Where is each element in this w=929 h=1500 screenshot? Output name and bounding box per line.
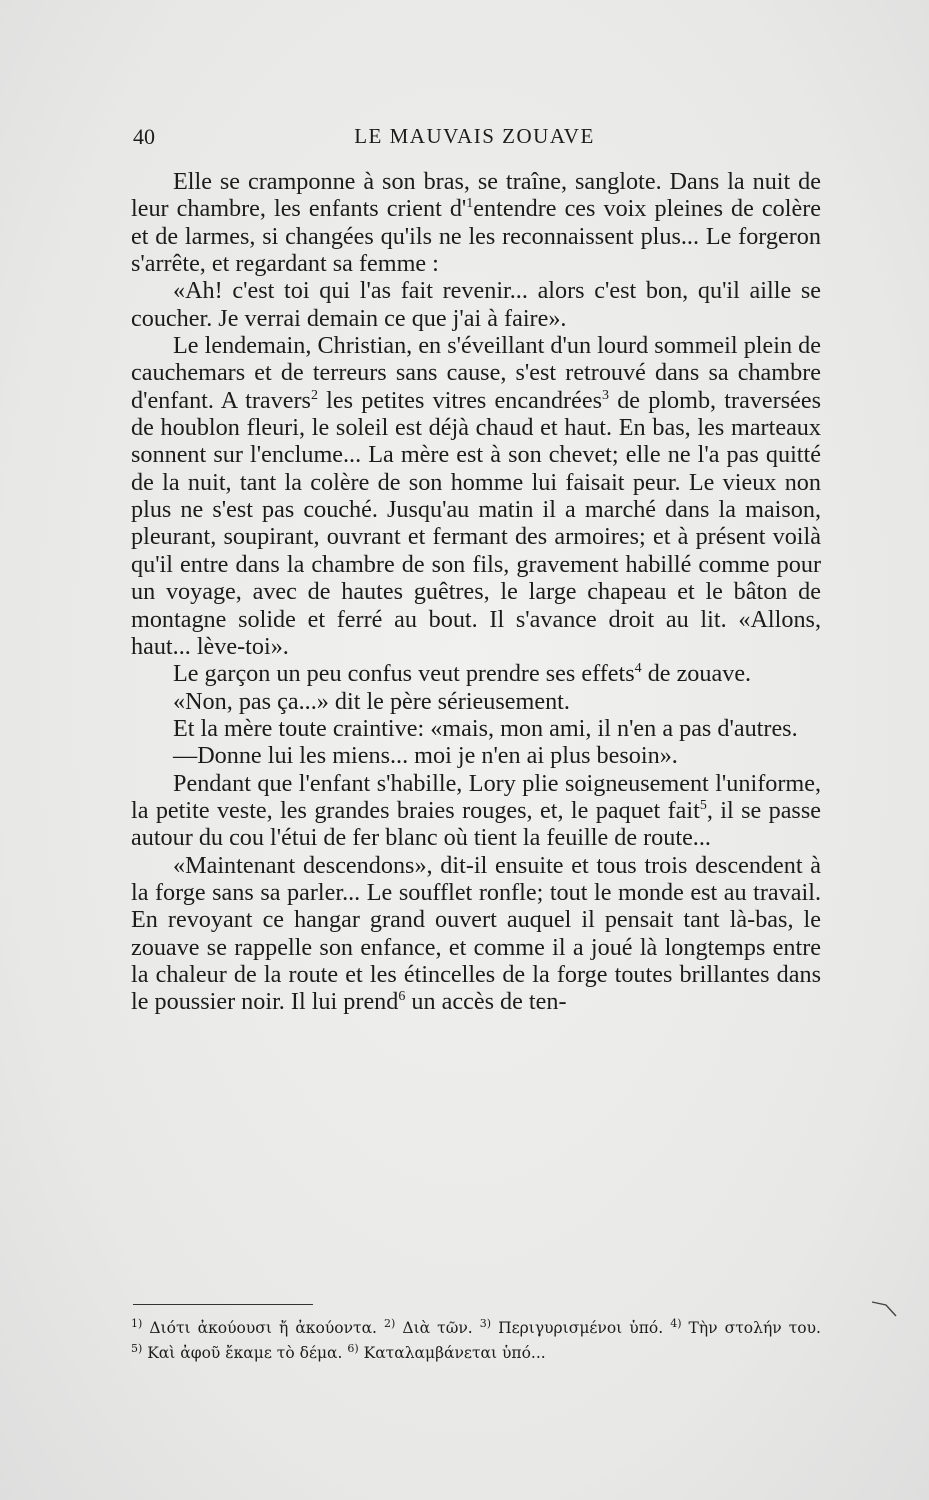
- footnote-mark: 3): [479, 1317, 492, 1330]
- paragraph-text: Pendant que l'enfant s'habille, Lory plie soigneusement l'uniforme, la petite veste, les grandes braies rouges, et, le paquet fait: [131, 769, 821, 824]
- paragraph-text: de plomb, traversées de houblon fleuri, le soleil est déjà chaud et haut. En bas, les marteaux sonnent sur l'enclume... La mère est à son chevet; elle ne l'a pas quitté de la nuit, tant la colère de son homme lui faisait peur. Le vieux non plus ne s'est pas couché. Jusqu'au matin il a marché dans la maison, pleurant, soupirant, ouvrant et fermant des armoires; et à présent voilà qu'il entre dans la chambre de son fils, gravement habillé comme pour un voyage, avec de hautes guêtres, le large chapeau et le bâton de montagne solide et ferré au bout. Il s'avance droit au lit. «Allons, haut... lève-toi».: [131, 386, 821, 660]
- paragraph-text: les petites vitres encandrées: [317, 386, 602, 414]
- footnote-mark: 5): [131, 1342, 143, 1355]
- footnote: [480, 1319, 663, 1337]
- paragraph-text: —Donne lui les miens... moi je n'en ai plus besoin».: [173, 742, 678, 770]
- footnote-mark: 4): [670, 1317, 682, 1330]
- paragraph: [131, 852, 821, 1016]
- paragraph-text: «Maintenant descendons», dit-il ensuite et tous trois descendent à la forge sans sa parler... Le soufflet ronfle; tout le monde est au travail. En revoyant ce hangar grand ouvert auquel il pensait tant là-bas, le zouave se rappelle son enfance, et comme il a joué là longtemps entre la chaleur de la route et les étincelles de la forge toutes brillantes dans le poussier noir. Il lui prend: [131, 851, 821, 1016]
- paragraph-text: entendre ces voix pleines de colère et de larmes, si changées qu'ils ne les reconnaissent plus... Le forgeron s'arrête, et regardant sa femme :: [131, 195, 821, 278]
- footnote-reference: 5: [699, 797, 707, 813]
- paragraph-text: «Non, pas ça...» dit le père sérieusement.: [173, 687, 570, 715]
- footnote-text: Περιγυρισμένοι ὑπό.: [491, 1319, 664, 1337]
- footnote-reference: 3: [601, 387, 609, 403]
- paragraph: [131, 332, 821, 660]
- paragraph-text: de zouave.: [641, 660, 752, 688]
- footnote-text: Διὰ τῶν.: [395, 1319, 473, 1337]
- margin-mark-icon: [870, 1296, 900, 1326]
- footnote-reference: 2: [310, 387, 318, 403]
- footnote: [131, 1344, 342, 1362]
- footnote-reference: 1: [466, 196, 474, 212]
- paragraph: [131, 688, 821, 715]
- footnote-mark: 2): [384, 1317, 396, 1330]
- paragraph: [131, 277, 821, 332]
- paragraph-text: un accès de ten-: [405, 988, 567, 1016]
- footnote: [347, 1344, 545, 1362]
- footnote-text: Τὴν στολήν του.: [681, 1319, 821, 1337]
- footnote-separator: [133, 1304, 313, 1305]
- running-title: LE MAUVAIS ZOUAVE: [354, 124, 595, 148]
- footnote-reference: 4: [634, 661, 642, 677]
- paragraph: [131, 742, 821, 769]
- paragraph-text: , il se passe autour du cou l'étui de fer blanc où tient la feuille de route...: [131, 796, 821, 852]
- paragraph-text: Le lendemain, Christian, en s'éveillant d'un lourd sommeil plein de cauchemars et de terreurs sans cause, s'est retrouvé dans sa chambre d'enfant. A travers: [131, 332, 821, 414]
- footnote: [384, 1319, 473, 1337]
- paragraph-text: Elle se cramponne à son bras, se traîne, sanglote. Dans la nuit de leur chambre, les enfants crient d': [131, 168, 821, 223]
- page-header: [133, 124, 816, 154]
- footnote-text: Καὶ ἀφοῦ ἔκαμε τὸ δέμα.: [142, 1344, 343, 1362]
- paragraph: [131, 770, 821, 852]
- footnote-text: Καταλαμβάνεται ὑπό...: [358, 1344, 546, 1362]
- paragraph-text: Et la mère toute craintive: «mais, mon ami, il n'en a pas d'autres.: [173, 714, 798, 742]
- paragraph: [131, 715, 821, 742]
- footnote-mark: 1): [131, 1317, 143, 1330]
- paragraph: [131, 168, 821, 277]
- footnote-mark: 6): [347, 1342, 359, 1355]
- footnotes: [131, 1316, 821, 1366]
- footnote-text: Διότι ἀκούουσι ἤ ἀκούοντα.: [142, 1319, 377, 1337]
- footnote: [131, 1319, 377, 1337]
- paragraph-text: «Ah! c'est toi qui l'as fait revenir... alors c'est bon, qu'il aille se coucher. Je verrai demain ce que j'ai à faire».: [131, 277, 821, 332]
- page-number: 40: [133, 124, 155, 149]
- footnote: [670, 1319, 821, 1337]
- body-text: [131, 168, 821, 1016]
- paragraph: [131, 660, 821, 687]
- footnote-reference: 6: [398, 989, 406, 1005]
- paragraph-text: Le garçon un peu confus veut prendre ses effets: [173, 660, 635, 688]
